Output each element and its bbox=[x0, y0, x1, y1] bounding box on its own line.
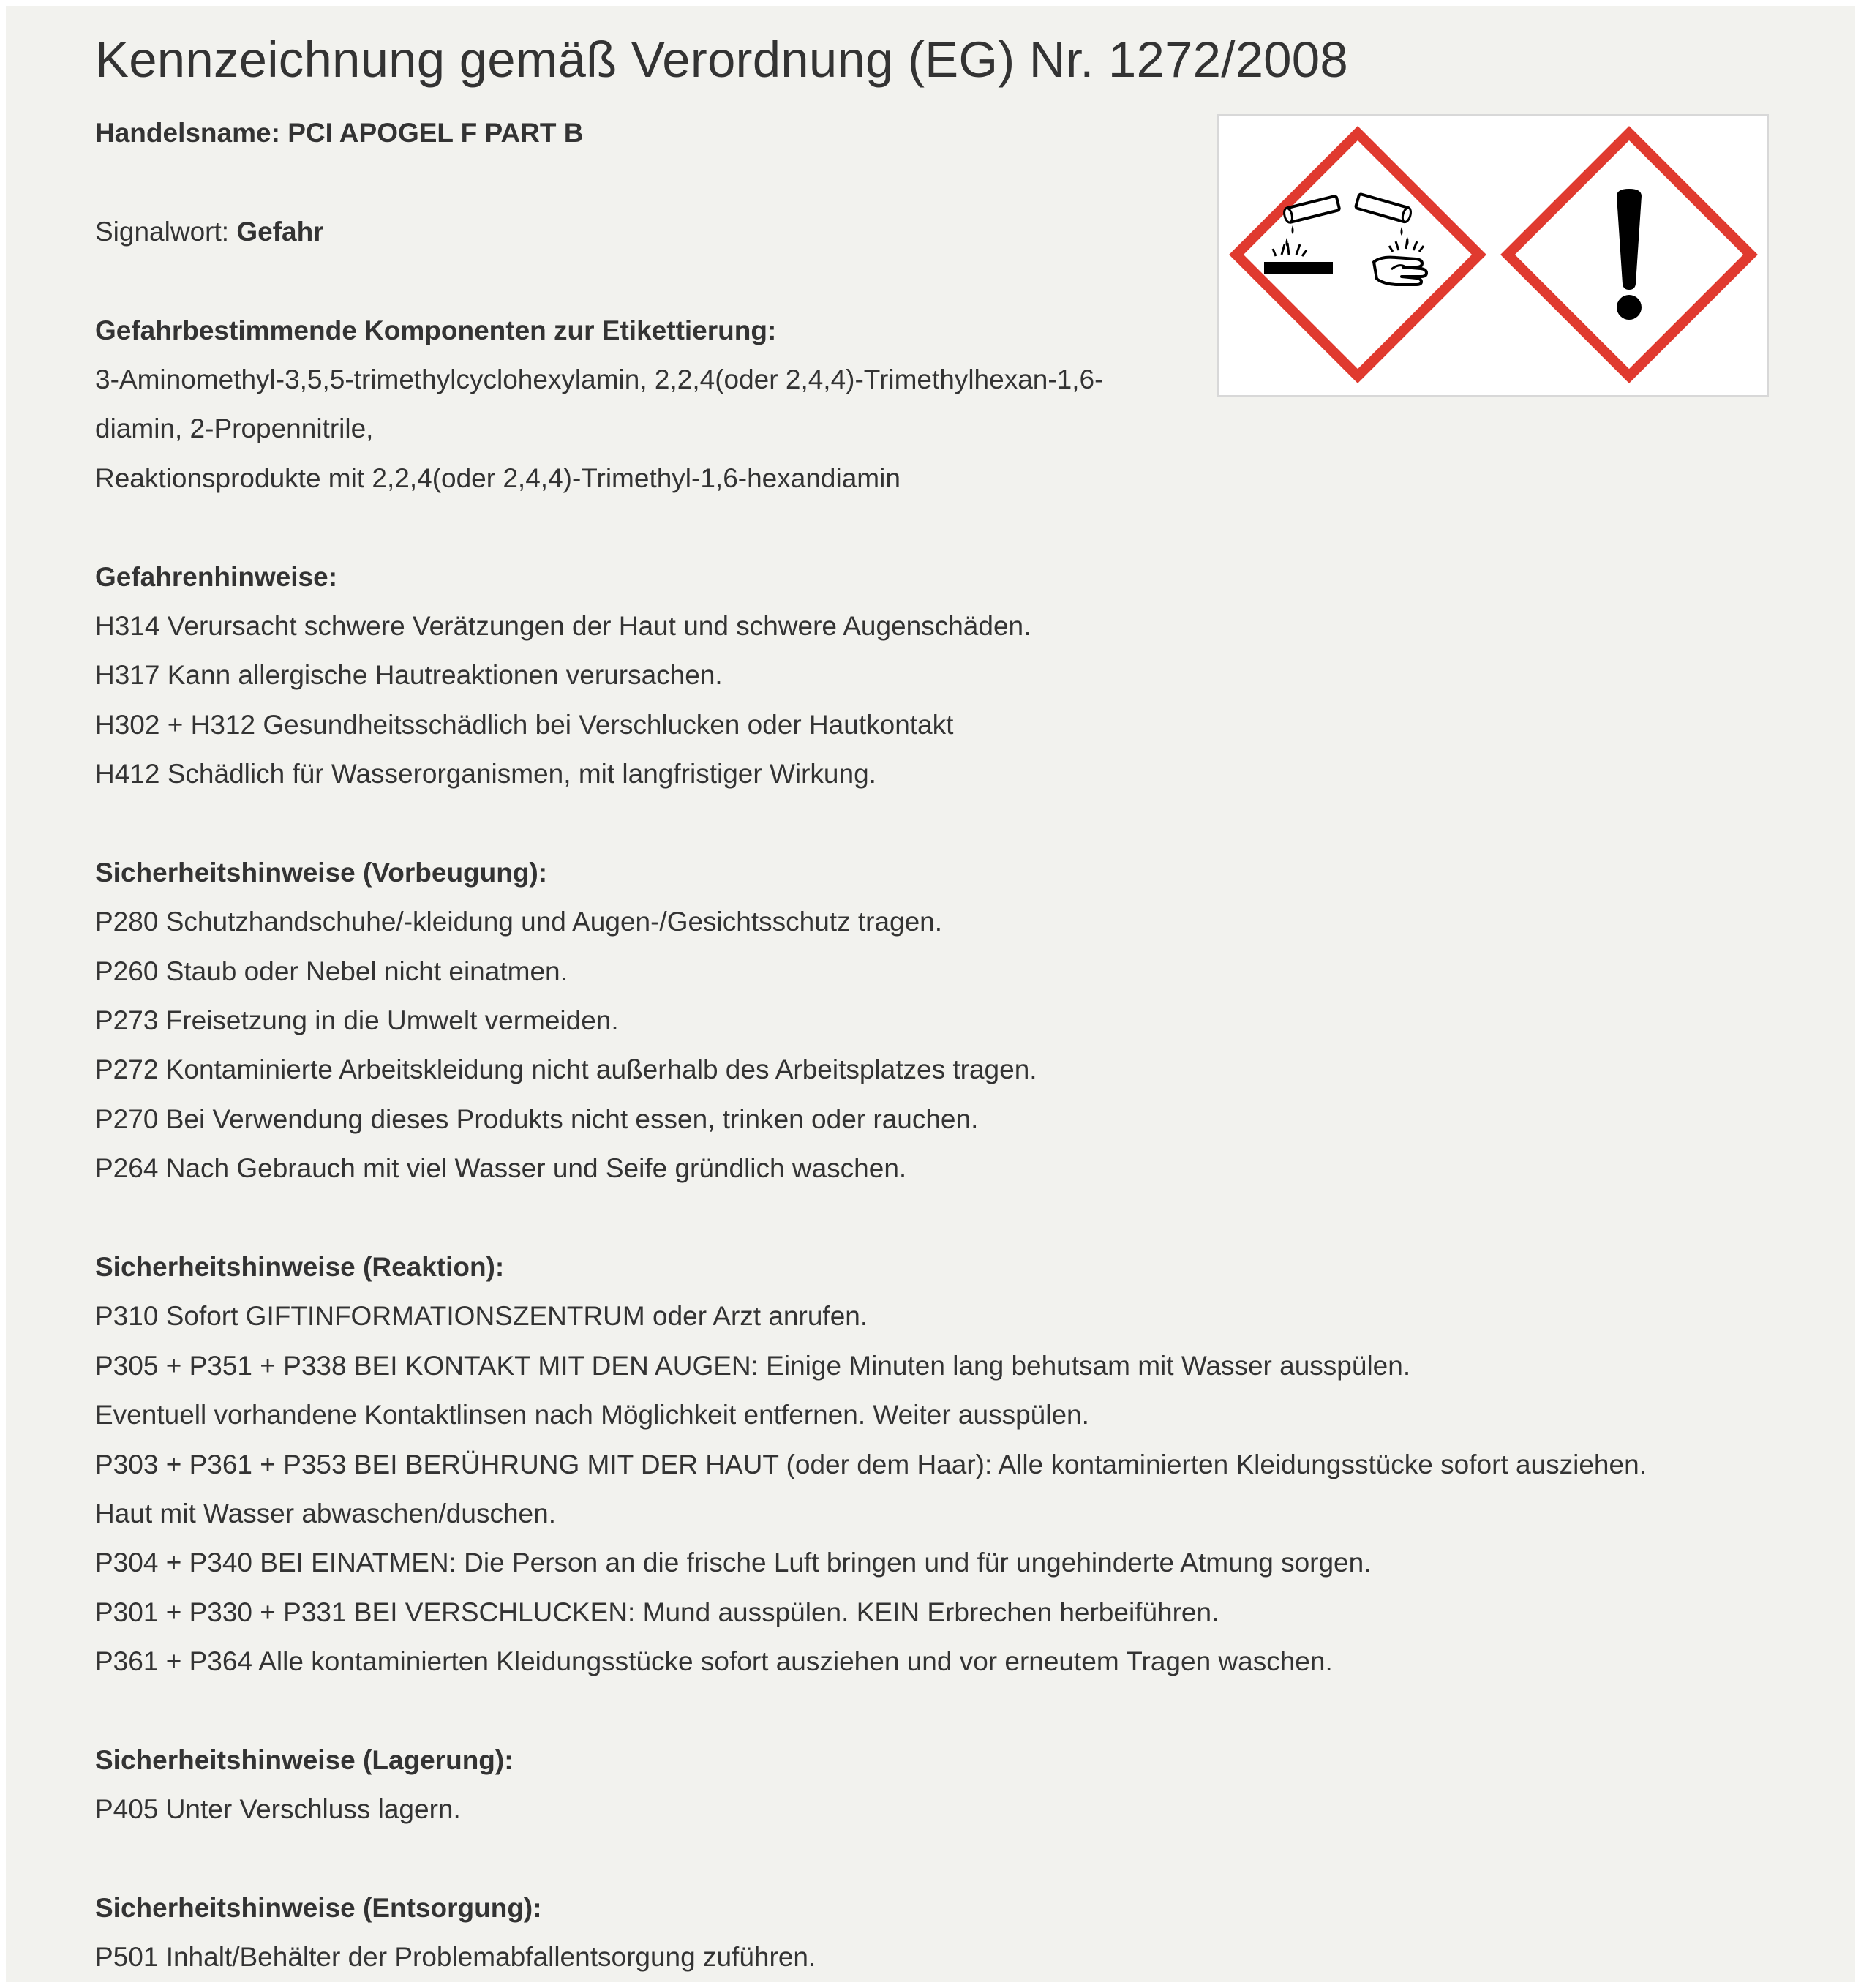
page-title: Kennzeichnung gemäß Verordnung (EG) Nr. 1272/2008 bbox=[95, 31, 1348, 88]
response-statement: P301 + P330 + P331 BEI VERSCHLUCKEN: Mund ausspülen. KEIN Erbrechen herbeiführen. bbox=[95, 1597, 1219, 1627]
disposal-heading: Sicherheitshinweise (Entsorgung): bbox=[95, 1893, 542, 1924]
storage-heading: Sicherheitshinweise (Lagerung): bbox=[95, 1744, 514, 1775]
response-heading: Sicherheitshinweise (Reaktion): bbox=[95, 1251, 505, 1282]
signal-word bbox=[95, 207, 1675, 256]
hazard-statements-heading: Gefahrenhinweise: bbox=[95, 561, 338, 592]
prevention-statement: P273 Freisetzung in die Umwelt vermeiden. bbox=[95, 1005, 619, 1036]
hazard-statement: H314 Verursacht schwere Verätzungen der Haut und schwere Augenschäden. bbox=[95, 610, 1031, 641]
response-statement: Haut mit Wasser abwaschen/duschen. bbox=[95, 1498, 556, 1528]
components-line: Reaktionsprodukte mit 2,2,4(oder 2,4,4)-Trimethyl-1,6-hexandiamin bbox=[95, 462, 901, 493]
prevention-statement: P272 Kontaminierte Arbeitskleidung nicht außerhalb des Arbeitsplatzes tragen. bbox=[95, 1054, 1037, 1085]
labelling-content bbox=[95, 108, 1675, 1982]
components-line: diamin, 2-Propennitrile, bbox=[95, 413, 374, 444]
prevention-statement: P280 Schutzhandschuhe/-kleidung und Augen-/Gesichtsschutz tragen. bbox=[95, 907, 943, 937]
response-statement: P303 + P361 + P353 BEI BERÜHRUNG MIT DER HAUT (oder dem Haar): Alle kontaminierten Kleidungsstücke sofort ausziehen. bbox=[95, 1449, 1647, 1479]
signal-word-value: Gefahr bbox=[236, 216, 324, 247]
signal-word-label: Signalwort: bbox=[95, 216, 230, 247]
prevention-statement: P270 Bei Verwendung dieses Produkts nicht essen, trinken oder rauchen. bbox=[95, 1103, 979, 1134]
disposal-statement: P501 Inhalt/Behälter der Problemabfallentsorgung zuführen. bbox=[95, 1942, 816, 1973]
hazard-statement: H317 Kann allergische Hautreaktionen verursachen. bbox=[95, 660, 723, 691]
response-statement: P304 + P340 BEI EINATMEN: Die Person an die frische Luft bringen und für ungehinderte Atmung sorgen. bbox=[95, 1548, 1372, 1578]
response-statement: Eventuell vorhandene Kontaktlinsen nach Möglichkeit entfernen. Weiter ausspülen. bbox=[95, 1400, 1089, 1430]
storage-statement: P405 Unter Verschluss lagern. bbox=[95, 1794, 461, 1825]
prevention-statement: P260 Staub oder Nebel nicht einatmen. bbox=[95, 956, 568, 986]
hazard-statement: H412 Schädlich für Wasserorganismen, mit langfristiger Wirkung. bbox=[95, 759, 876, 789]
prevention-statement: P264 Nach Gebrauch mit viel Wasser und Seife gründlich waschen. bbox=[95, 1153, 907, 1184]
trade-name bbox=[95, 108, 1675, 157]
trade-name-label: Handelsname: bbox=[95, 118, 280, 148]
components-heading: Gefahrbestimmende Komponenten zur Etikettierung: bbox=[95, 315, 777, 345]
trade-name-value: PCI APOGEL F PART B bbox=[287, 118, 584, 148]
hazard-statement: H302 + H312 Gesundheitsschädlich bei Verschlucken oder Hautkontakt bbox=[95, 709, 954, 740]
labelling-panel bbox=[6, 6, 1855, 1982]
response-statement: P361 + P364 Alle kontaminierten Kleidungsstücke sofort ausziehen und vor erneutem Tragen waschen. bbox=[95, 1646, 1333, 1677]
prevention-heading: Sicherheitshinweise (Vorbeugung): bbox=[95, 857, 548, 888]
components-line: 3-Aminomethyl-3,5,5-trimethylcyclohexylamin, 2,2,4(oder 2,4,4)-Trimethylhexan-1,6- bbox=[95, 364, 1104, 394]
response-statement: P310 Sofort GIFTINFORMATIONSZENTRUM oder Arzt anrufen. bbox=[95, 1301, 868, 1332]
response-statement: P305 + P351 + P338 BEI KONTAKT MIT DEN AUGEN: Einige Minuten lang behutsam mit Wasser ausspülen. bbox=[95, 1350, 1411, 1381]
